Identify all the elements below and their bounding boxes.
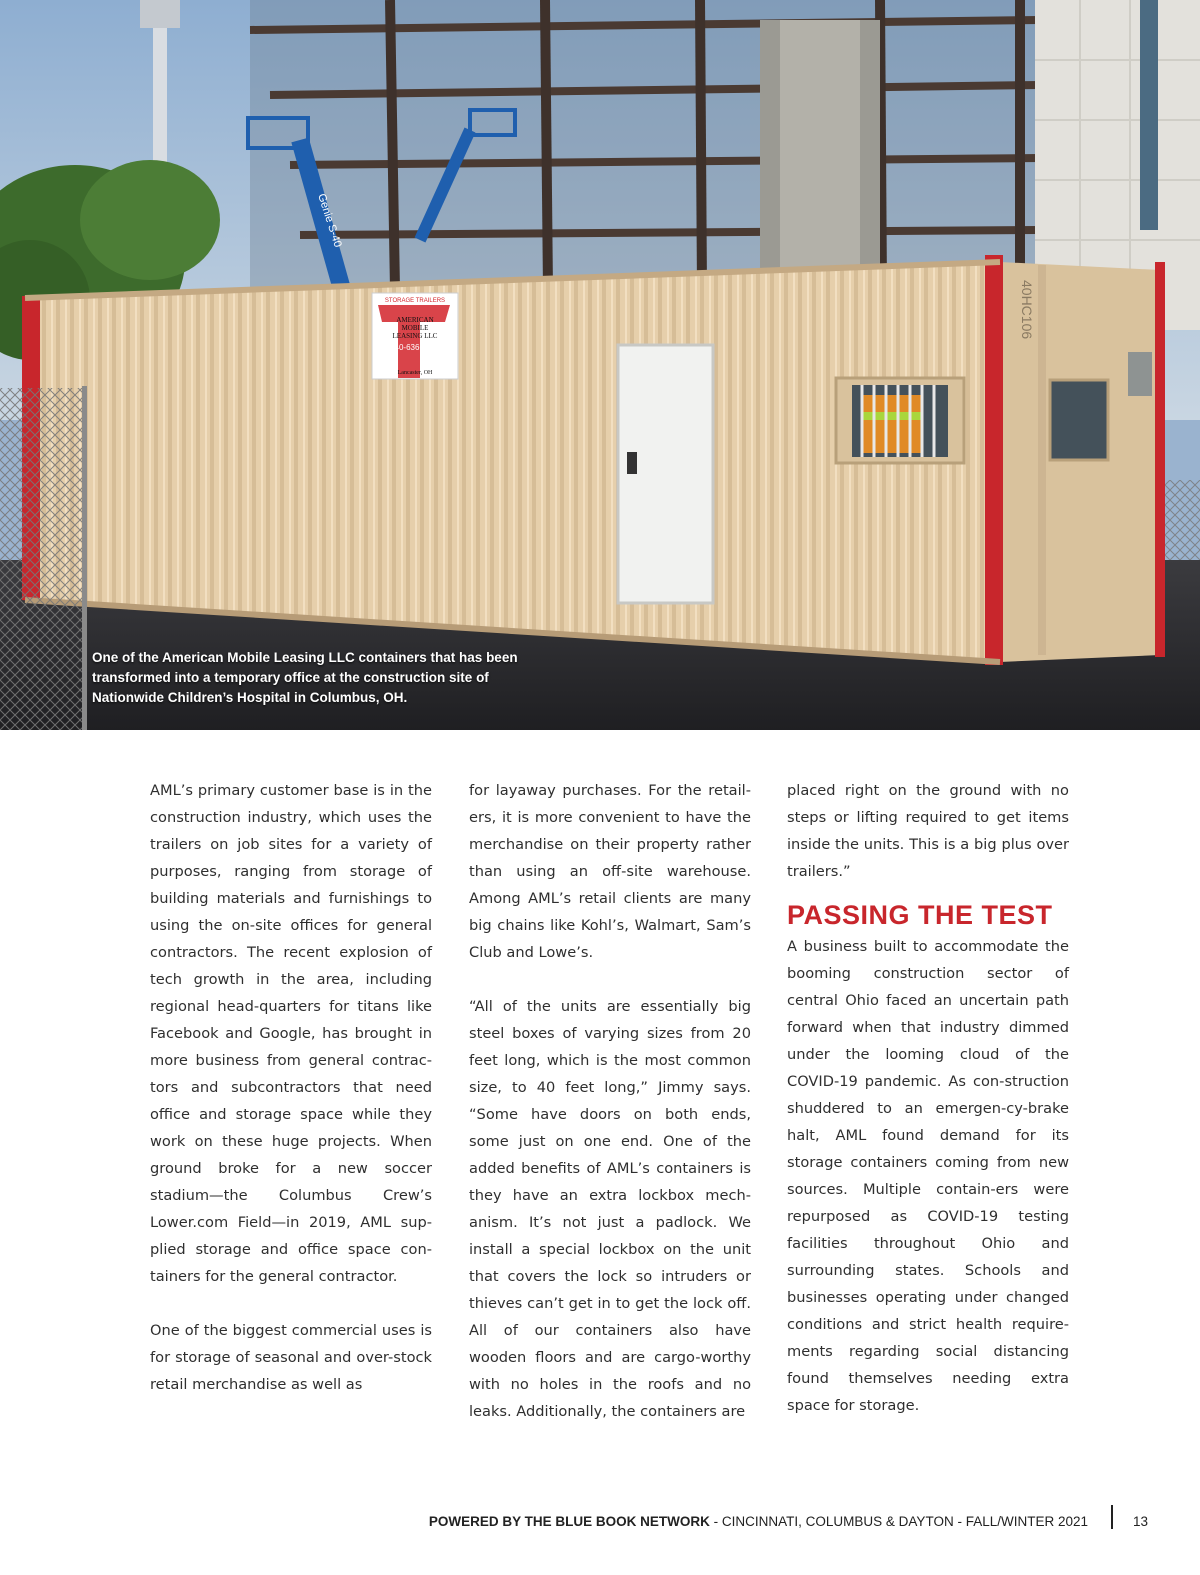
hero-photo [0, 0, 1200, 730]
page-number: 13 [1133, 1514, 1149, 1529]
footer-brand: POWERED BY THE BLUE BOOK NETWORK [428, 1514, 710, 1529]
sign-line-3: AMERICAN [396, 316, 434, 324]
paragraph: for layaway purchases. For the retail-ers, it is more convenient to have the merchandise on their property rather than using an off-site warehouse. Among AML’s retail clients are many big chains like Kohl’s, Walmart, Sam’s Club and Lowe’s. [469, 782, 751, 961]
sign-line-5: LEASING LLC [392, 332, 438, 340]
page-footer [429, 1514, 1088, 1529]
photo-caption: One of the American Mobile Leasing LLC containers that has been transformed into a temporary office at the construction site of Nationwide Children’s Hospital in Columbus, OH. [92, 650, 518, 705]
footer-edition: - CINCINNATI, COLUMBUS & DAYTON - FALL/WINTER 2021 [709, 1514, 1088, 1529]
footer-divider [1111, 1505, 1113, 1529]
container-door [618, 345, 713, 603]
article-column-1 [150, 777, 432, 1398]
paragraph: AML’s primary customer base is in the construction industry, which uses the trailers on job sites for a variety of purposes, ranging from storage of building materials and furnishings to using the on-site offices for general contractors. The recent explosion of tech growth in the area, including regional head-quarters for titans like Facebook and Google, has brought in more business from general contrac-tors and subcontractors that need office and storage space while they work on these huge projects. When ground broke for a new soccer stadium—the Columbus Crew’s Lower.com Field—in 2019, AML sup-plied storage and office space con-tainers for the general contractor. [150, 782, 432, 1285]
shipping-container [22, 255, 1165, 665]
article-column-3 [787, 777, 1069, 1419]
paragraph: One of the biggest commercial uses is for storage of seasonal and over-stock retail merchandise as well as [150, 1322, 432, 1393]
paragraph: “All of the units are essentially big steel boxes of varying sizes from 20 feet long, which is the most common size, to 40 feet long,” Jimmy says. “Some have doors on both ends, some just on one end. One of the added benefits of AML’s containers is they have an extra lockbox mech-anism. It’s not just a padlock. We install a special lockbox on the unit that covers the lock so intruders or thieves can’t get in to get the lock off. All of our containers also have wooden floors and are cargo-worthy with no holes in the roofs and no leaks. Additionally, the containers are [469, 998, 751, 1420]
company-sign [372, 293, 458, 379]
sign-line-1: STORAGE TRAILERS [384, 298, 446, 304]
sign-phone: 740-636-4421 [390, 343, 440, 352]
container-code: 40HC106 [1019, 280, 1035, 340]
paragraph: placed right on the ground with no steps or lifting required to get items inside the units. This is a big plus over trailers.” [787, 782, 1069, 880]
sign-line-4: MOBILE [401, 324, 429, 332]
container-photo-illustration [0, 0, 1200, 730]
section-heading: PASSING THE TEST [787, 900, 1053, 930]
sign-location: Lancaster, OH [397, 370, 433, 376]
lift-label: Genie S-40 [315, 192, 344, 249]
paragraph: A business built to accommodate the booming construction sector of central Ohio faced an uncertain path forward when that industry dimmed under the looming cloud of the COVID-19 pandemic. As con-struction shuddered to an emergen-cy-brake halt, AML found demand for its storage containers coming from new sources. Multiple contain-ers were repurposed as COVID-19 testing facilities throughout Ohio and surrounding states. Schools and businesses operating under changed conditions and strict health require-ments regarding social distancing found themselves needing extra space for storage. [787, 938, 1069, 1414]
steel-building-frame [250, 0, 1040, 300]
article-column-2 [469, 777, 751, 1425]
